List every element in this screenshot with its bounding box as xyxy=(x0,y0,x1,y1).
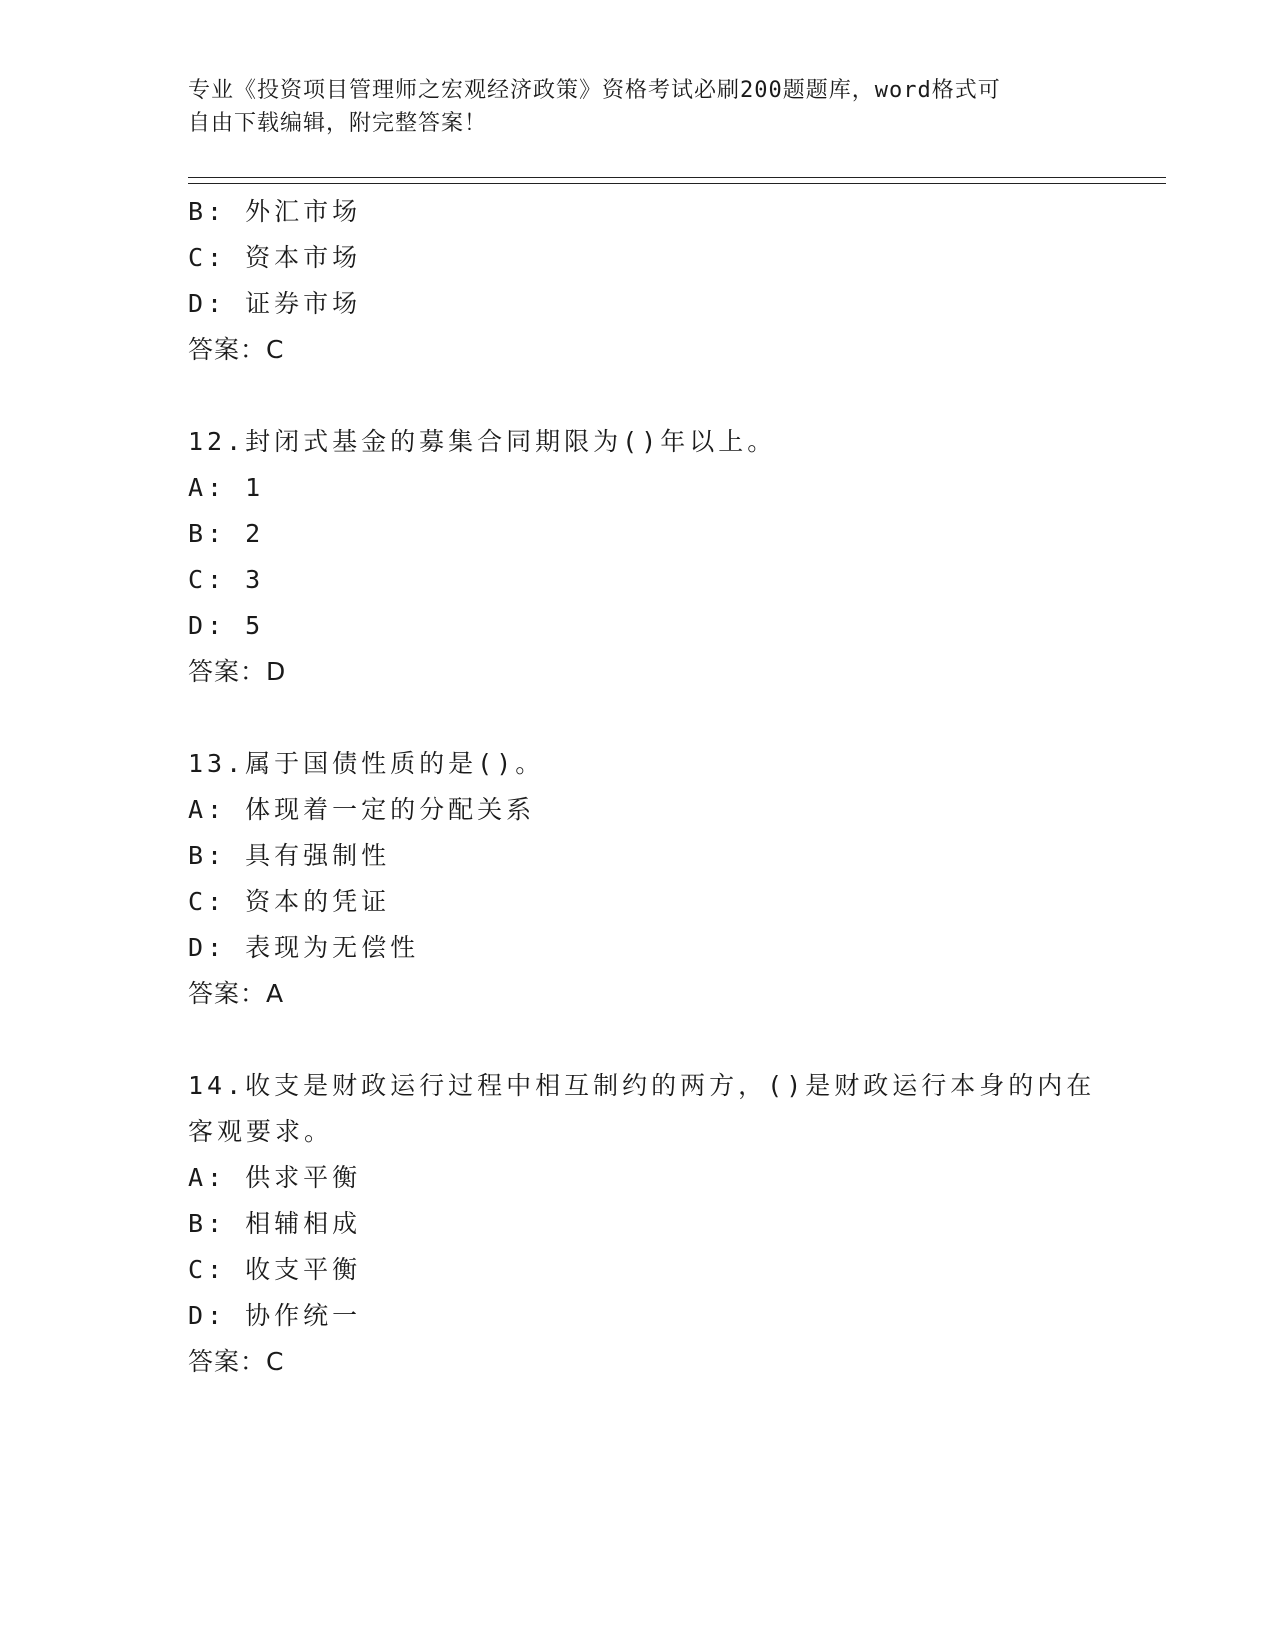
option-c: C: 收支平衡 xyxy=(188,1255,362,1284)
header-divider-bottom xyxy=(188,183,1166,184)
spacer xyxy=(188,1017,1088,1063)
question-14 xyxy=(188,1063,1096,1385)
answer-label: 答案：D xyxy=(188,657,287,686)
option-d: D: 5 xyxy=(188,611,265,640)
question-12 xyxy=(188,419,1088,695)
option-a: A: 1 xyxy=(188,473,265,502)
option-d: D: 协作统一 xyxy=(188,1301,362,1330)
option-c: C: 资本的凭证 xyxy=(188,887,391,916)
option-b: B: 具有强制性 xyxy=(188,841,391,870)
option-a: A: 供求平衡 xyxy=(188,1163,362,1192)
question-13 xyxy=(188,741,1088,1017)
spacer xyxy=(188,373,1088,419)
answer-label: 答案：C xyxy=(188,335,285,364)
answer-label: 答案：C xyxy=(188,1347,285,1376)
question-stem: 13.属于国债性质的是()。 xyxy=(188,749,545,778)
question-list xyxy=(188,189,1096,1385)
question-11-continued xyxy=(188,189,1088,373)
option-b: B: 相辅相成 xyxy=(188,1209,362,1238)
question-stem-line-2: 客观要求。 xyxy=(188,1117,334,1146)
header-line-2: 自由下载编辑，附完整答案！ xyxy=(188,111,488,136)
option-c: C: 3 xyxy=(188,565,265,594)
answer-label: 答案：A xyxy=(188,979,285,1008)
spacer xyxy=(188,695,1088,741)
option-d: D: 证券市场 xyxy=(188,289,362,318)
question-stem: 12.封闭式基金的募集合同期限为()年以上。 xyxy=(188,427,777,456)
document-header xyxy=(188,74,1068,140)
header-line-1: 专业《投资项目管理师之宏观经济政策》资格考试必刷200题题库，word格式可 xyxy=(188,78,1001,103)
option-d: D: 表现为无偿性 xyxy=(188,933,420,962)
option-a: A: 体现着一定的分配关系 xyxy=(188,795,536,824)
option-b: B: 外汇市场 xyxy=(188,197,362,226)
question-stem-line-1: 14.收支是财政运行过程中相互制约的两方，()是财政运行本身的内在 xyxy=(188,1071,1096,1100)
option-c: C: 资本市场 xyxy=(188,243,362,272)
option-b: B: 2 xyxy=(188,519,265,548)
header-divider-top xyxy=(188,177,1166,178)
